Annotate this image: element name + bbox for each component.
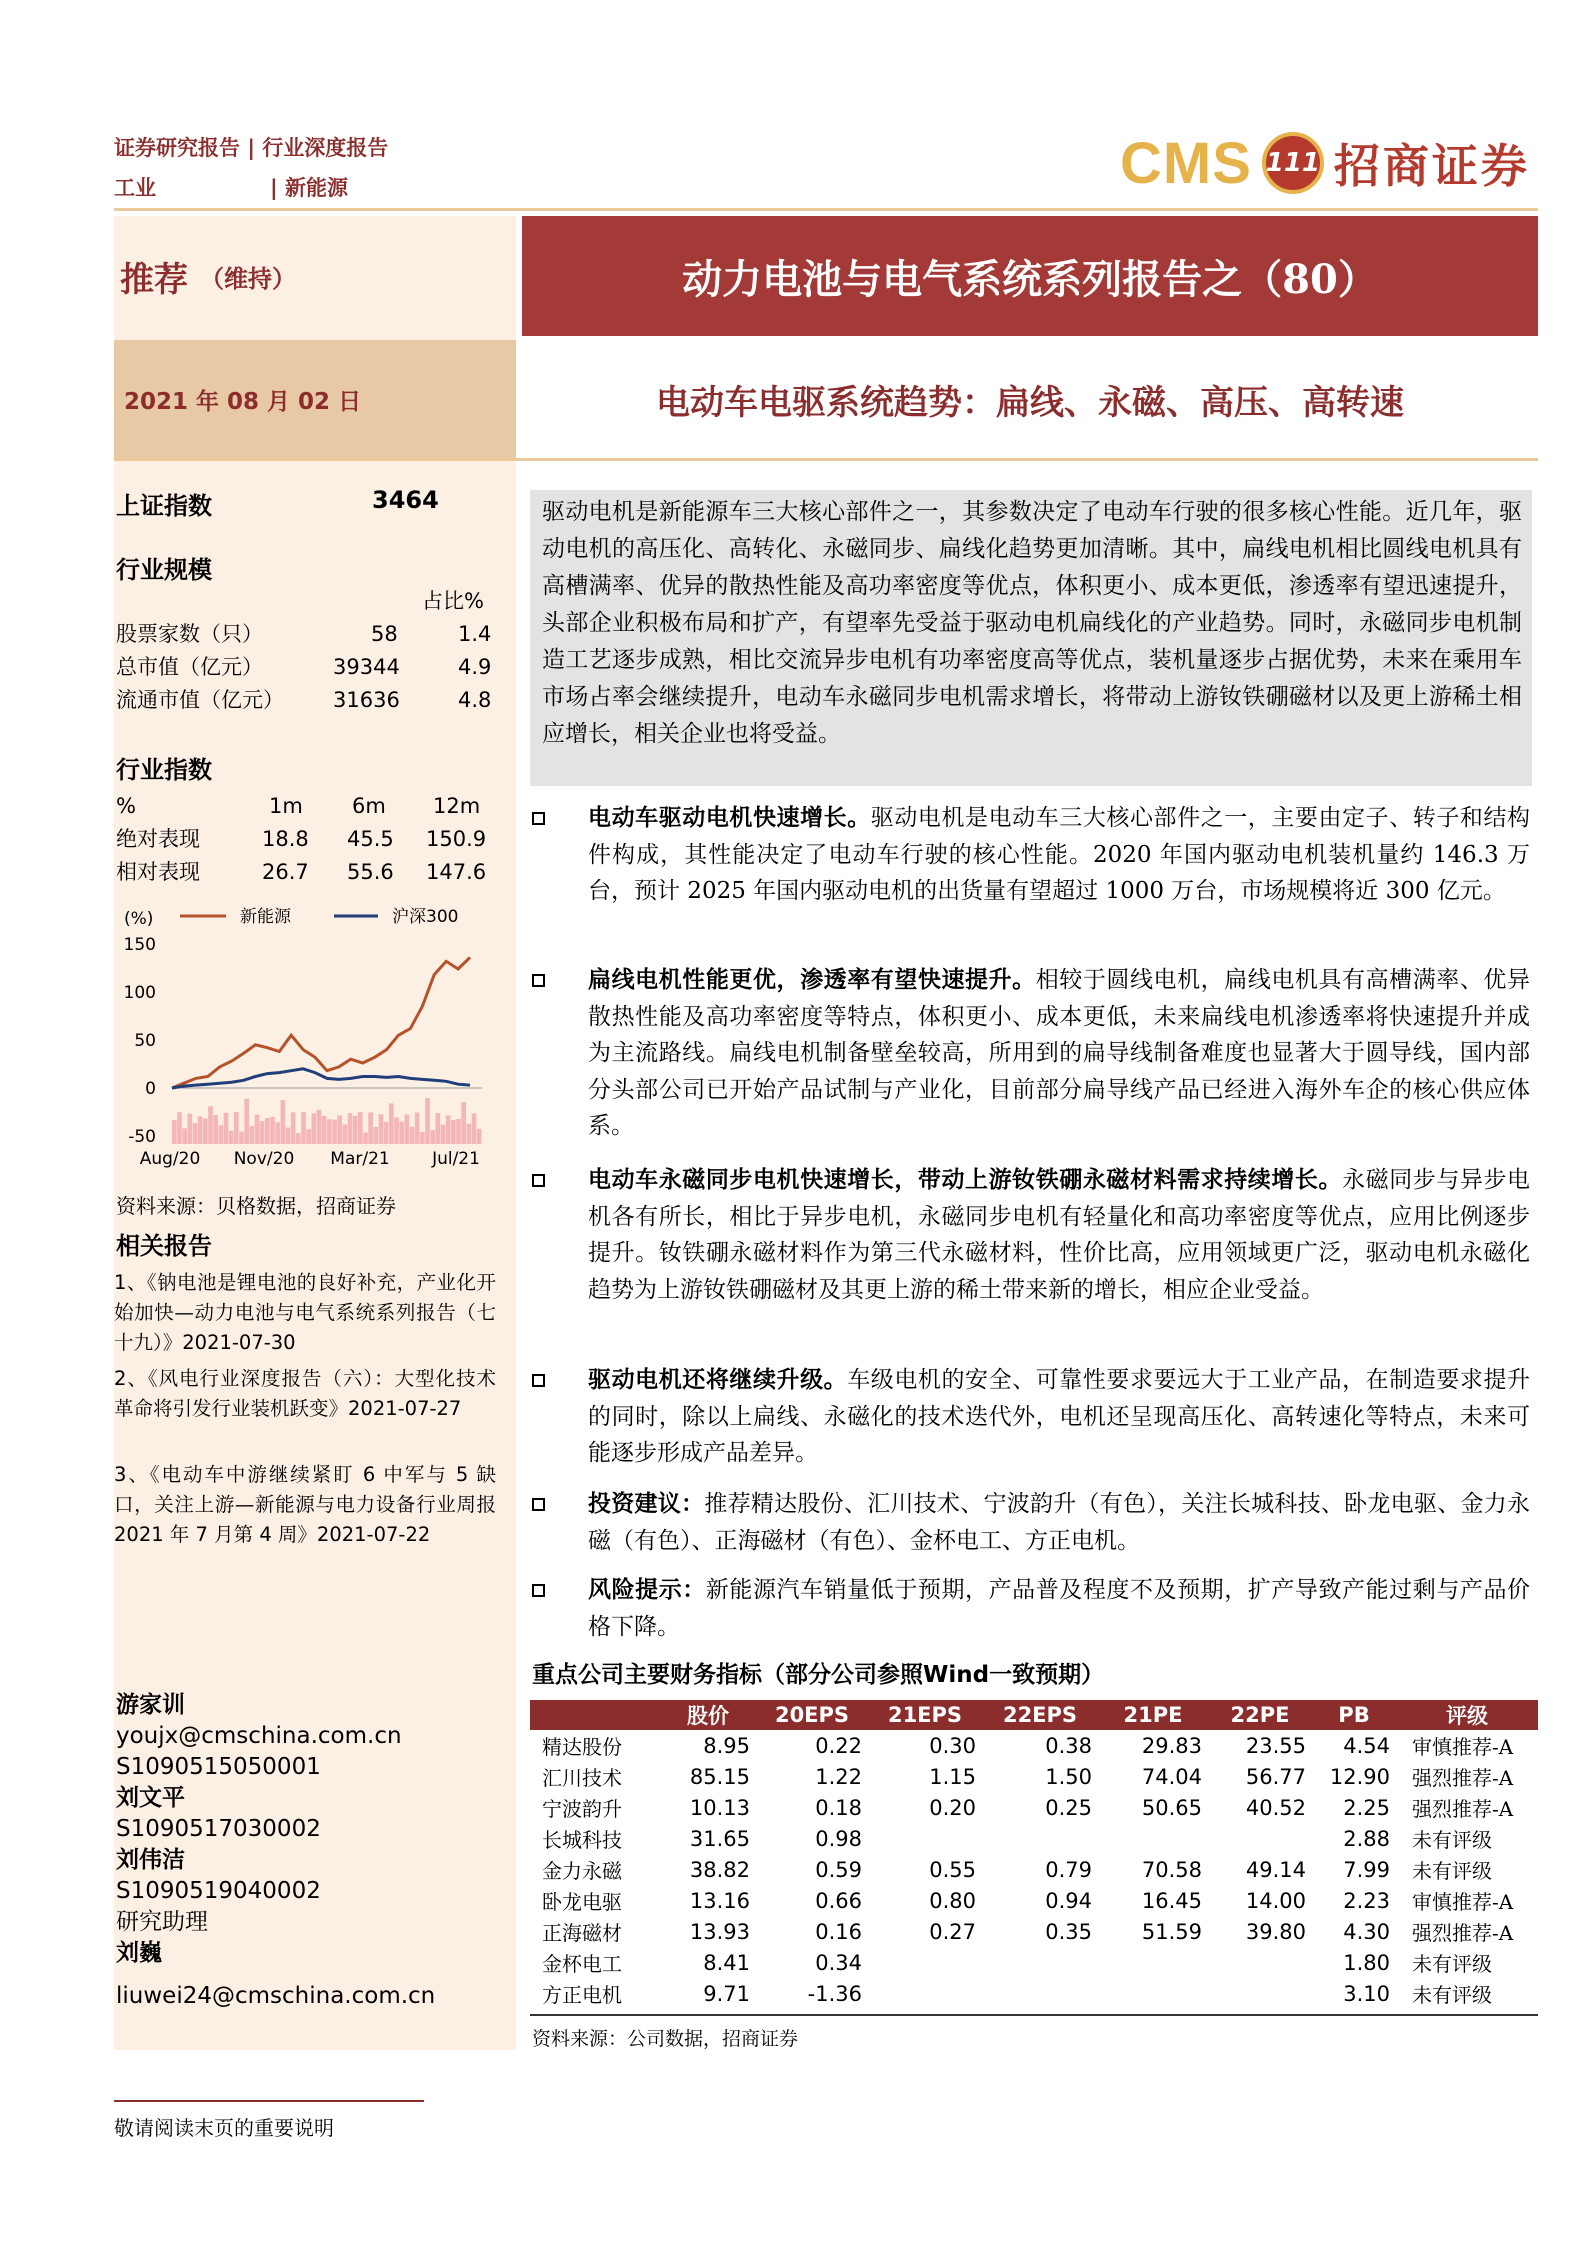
table-cell: 1.80 xyxy=(1343,1950,1390,1975)
volume-bar xyxy=(265,1118,270,1144)
rating-sub: （维持） xyxy=(200,263,296,293)
table-cell: 0.25 xyxy=(1045,1795,1092,1820)
volume-bar xyxy=(177,1112,182,1144)
company-name-cell: 宁波韵升 xyxy=(542,1797,622,1821)
volume-bar xyxy=(193,1123,198,1144)
scale-row: 流通市值（亿元） 31636 4.8 xyxy=(116,688,492,712)
table-row xyxy=(530,1885,1538,1916)
scale-row: 总市值（亿元） 39344 4.9 xyxy=(116,655,492,679)
table-cell: 10.13 xyxy=(689,1795,750,1820)
table-cell: 13.16 xyxy=(689,1888,750,1913)
table-title: 重点公司主要财务指标（部分公司参照Wind一致预期） xyxy=(532,1662,1105,1688)
bullet-point: 电动车驱动电机快速增长。驱动电机是电动车三大核心部件之一，主要由定子、转子和结构件构成，其性能决定了电动车行驶的核心性能。2020 年国内驱动电机装机量约 146.3 万台，预计 2025 年国内驱动电机的出货量有望超过 1000 万台，市场规模将近 300 亿元。 xyxy=(532,800,1530,910)
square-bullet-icon xyxy=(532,1498,545,1511)
bullet-point: 扁线电机性能更优，渗透率有望快速提升。相较于圆线电机，扁线电机具有高槽满率、优异散热性能及高功率密度等特点，体积更小、成本更低，未来扁线电机渗透率将快速提升并成为主流路线。扁线电机制备壁垒较高，所用到的扁导线制备难度也显著大于圆导线，国内部分头部公司已开始产品试制与产业化，目前部分扁导线产品已经进入海外车企的核心供应体系。 xyxy=(532,962,1530,1145)
volume-bar xyxy=(343,1124,348,1144)
table-cell xyxy=(1098,1978,1208,2009)
analyst-name: 游家训 xyxy=(116,1692,185,1718)
table-cell: 50.65 xyxy=(1141,1795,1202,1820)
volume-bar xyxy=(451,1120,456,1144)
company-name-cell: 金杯电工 xyxy=(542,1952,622,1976)
volume-bar xyxy=(301,1112,306,1144)
volume-bar xyxy=(270,1117,275,1144)
table-cell: 0.79 xyxy=(1045,1857,1092,1882)
volume-bar xyxy=(322,1116,327,1144)
table-cell: 4.54 xyxy=(1343,1733,1390,1758)
table-cell: 未有评级 xyxy=(1412,1859,1492,1883)
volume-bar xyxy=(425,1098,430,1144)
table-cell xyxy=(982,1823,1098,1854)
volume-bar xyxy=(286,1128,291,1144)
volume-bar xyxy=(332,1120,337,1144)
volume-bar xyxy=(394,1118,399,1144)
table-cell: 0.30 xyxy=(929,1733,976,1758)
y-tick-label: 50 xyxy=(134,1031,156,1051)
table-cell: 审慎推荐-A xyxy=(1412,1890,1514,1914)
x-tick-label: Jul/21 xyxy=(432,1149,480,1169)
volume-bar xyxy=(296,1133,301,1144)
scale-row: 股票家数（只） 58 1.4 xyxy=(116,622,492,646)
index-label: 上证指数 xyxy=(116,492,212,520)
company-name-cell: 卧龙电驱 xyxy=(542,1890,622,1914)
company-name-cell: 方正电机 xyxy=(542,1983,622,2007)
volume-bar xyxy=(203,1119,208,1144)
tag-sector: 工业 xyxy=(114,176,156,200)
table-cell: 未有评级 xyxy=(1412,1952,1492,1976)
table-cell xyxy=(1098,1823,1208,1854)
volume-bar xyxy=(327,1119,332,1144)
volume-bar xyxy=(229,1131,234,1144)
table-cell xyxy=(868,1978,982,2009)
footer-disclaimer: 敬请阅读末页的重要说明 xyxy=(114,2116,334,2140)
volume-bar xyxy=(363,1133,368,1144)
logo-cms-text: CMS xyxy=(1120,130,1252,196)
index-chart xyxy=(116,902,496,1198)
volume-bar xyxy=(281,1100,286,1144)
volume-bar xyxy=(472,1113,477,1144)
x-tick-label: Nov/20 xyxy=(233,1149,295,1169)
cms-logo xyxy=(1120,128,1530,198)
volume-bar xyxy=(172,1120,177,1144)
perf-heading: 行业指数 xyxy=(116,756,212,784)
volume-bar xyxy=(415,1112,420,1144)
table-cell: 0.16 xyxy=(815,1919,862,1944)
scale-table xyxy=(116,585,496,717)
table-cell xyxy=(1208,1978,1312,2009)
logo-badge-icon: 111 xyxy=(1262,132,1324,194)
perf-table xyxy=(116,790,496,889)
volume-bar xyxy=(379,1114,384,1144)
volume-bar xyxy=(348,1113,353,1144)
table-cell: 0.20 xyxy=(929,1795,976,1820)
volume-bar xyxy=(410,1127,415,1144)
bullet-point: 投资建议：推荐精达股份、汇川技术、宁波韵升（有色），关注长城科技、卧龙电驱、金力永磁（有色）、正海磁材（有色）、金杯电工、方正电机。 xyxy=(532,1486,1530,1559)
related-report-3: 3、《电动车中游继续紧盯 6 中军与 5 缺口，关注上游—新能源与电力设备行业周报 2021 年 7 月第 4 周》2021-07-22 xyxy=(114,1463,496,1546)
legend-new-energy: 新能源 xyxy=(240,907,291,927)
scale-heading: 行业规模 xyxy=(116,556,212,584)
x-tick-label: Aug/20 xyxy=(139,1149,201,1169)
table-cell: 13.93 xyxy=(689,1919,750,1944)
volume-bar xyxy=(399,1122,404,1144)
tag-report-type: 证券研究报告 xyxy=(114,136,240,160)
volume-bar xyxy=(188,1114,193,1144)
rating-box xyxy=(114,216,516,336)
table-cell: 2.25 xyxy=(1343,1795,1390,1820)
y-tick-label: 150 xyxy=(123,935,156,955)
table-cell: 0.94 xyxy=(1045,1888,1092,1913)
table-cell: 14.00 xyxy=(1245,1888,1306,1913)
volume-bar xyxy=(255,1115,260,1144)
table-cell: 强烈推荐-A xyxy=(1412,1921,1514,1945)
table-cell xyxy=(982,1978,1098,2009)
table-cell: 0.66 xyxy=(815,1888,862,1913)
volume-bar xyxy=(224,1113,229,1144)
chart-ylabel: (%) xyxy=(124,909,154,929)
y-tick-label: 0 xyxy=(145,1079,156,1099)
volume-bar xyxy=(337,1116,342,1144)
table-cell: 强烈推荐-A xyxy=(1412,1797,1514,1821)
volume-bar xyxy=(182,1128,187,1144)
square-bullet-icon xyxy=(532,1174,545,1187)
volume-bar xyxy=(250,1126,255,1144)
volume-bar xyxy=(384,1122,389,1144)
logo-company-name: 招商证券 xyxy=(1333,139,1530,193)
legend-hs300: 沪深300 xyxy=(392,907,459,927)
table-row xyxy=(530,1761,1538,1792)
table-cell: 2.88 xyxy=(1343,1826,1390,1851)
company-name-cell: 汇川技术 xyxy=(542,1766,622,1790)
table-cell xyxy=(868,1947,982,1978)
report-title: 动力电池与电气系统系列报告之（80） xyxy=(522,216,1538,336)
table-row xyxy=(530,1916,1538,1947)
volume-bar xyxy=(374,1127,379,1144)
volume-bar xyxy=(420,1132,425,1144)
financial-table xyxy=(530,1700,1538,2009)
table-source: 资料来源：公司数据，招商证券 xyxy=(532,2028,799,2050)
table-cell: 40.52 xyxy=(1245,1795,1306,1820)
bullet-point: 电动车永磁同步电机快速增长，带动上游钕铁硼永磁材料需求持续增长。永磁同步与异步电机各有所长，相比于异步电机，永磁同步电机有轻量化和高功率密度等优点，应用比例逐步提升。钕铁硼永磁材料作为第三代永磁材料，性价比高，应用领域更广泛，驱动电机永磁化趋势为上游钕铁硼磁材及其更上游的稀土带来新的增长，相应企业受益。 xyxy=(532,1162,1530,1308)
volume-bar xyxy=(441,1125,446,1144)
square-bullet-icon xyxy=(532,1584,545,1597)
series-line-new-energy xyxy=(172,957,470,1088)
table-cell: 0.34 xyxy=(815,1950,862,1975)
table-row xyxy=(530,1854,1538,1885)
volume-bar xyxy=(467,1124,472,1144)
table-cell: 未有评级 xyxy=(1412,1983,1492,2007)
volume-bar xyxy=(234,1112,239,1144)
assistant-email: liuwei24@cmschina.com.cn xyxy=(116,1983,436,2009)
x-tick-label: Mar/21 xyxy=(330,1149,390,1169)
index-value: 3464 xyxy=(372,486,439,514)
volume-bar xyxy=(477,1129,482,1144)
table-cell: 74.04 xyxy=(1141,1764,1202,1789)
volume-bar xyxy=(446,1115,451,1144)
bullet-point: 风险提示：新能源汽车销量低于预期，产品普及程度不及预期，扩产导致产能过剩与产品价格下降。 xyxy=(532,1572,1530,1645)
table-header-row: 股价 20EPS 21EPS 22EPS 21PE 22PE PB 评级 xyxy=(530,1700,1538,1730)
table-cell: 12.90 xyxy=(1329,1764,1390,1789)
y-tick-label: 100 xyxy=(123,983,156,1003)
volume-bar xyxy=(275,1122,280,1144)
volume-bar xyxy=(405,1114,410,1144)
table-cell: 29.83 xyxy=(1141,1733,1202,1758)
volume-bar xyxy=(430,1130,435,1144)
table-row xyxy=(530,1792,1538,1823)
volume-bar xyxy=(436,1113,441,1144)
table-row xyxy=(530,1823,1538,1854)
table-cell: 1.22 xyxy=(815,1764,862,1789)
table-cell: 1.50 xyxy=(1045,1764,1092,1789)
report-tags: 证券研究报告 | 行业深度报告 工业 | 新能源 xyxy=(114,128,388,208)
volume-bar xyxy=(208,1106,213,1144)
volume-bar xyxy=(389,1103,394,1144)
analyst-email: youjx@cmschina.com.cn xyxy=(116,1723,402,1749)
table-cell: 强烈推荐-A xyxy=(1412,1766,1514,1790)
related-report-2: 2、《风电行业深度报告（六）：大型化技术革命将引发行业装机跃变》2021-07-27 xyxy=(114,1367,496,1420)
company-name-cell: 金力永磁 xyxy=(542,1859,622,1883)
subtitle-divider xyxy=(114,458,1538,461)
volume-bar xyxy=(260,1121,265,1144)
table-cell: 85.15 xyxy=(689,1764,750,1789)
table-cell: 7.99 xyxy=(1343,1857,1390,1882)
table-cell: 9.71 xyxy=(703,1981,750,2006)
volume-bar xyxy=(239,1132,244,1144)
index-row xyxy=(116,486,516,521)
volume-bar xyxy=(291,1112,296,1144)
square-bullet-icon xyxy=(532,812,545,825)
tag-report-kind: 行业深度报告 xyxy=(262,136,389,160)
company-name-cell: 长城科技 xyxy=(542,1828,622,1852)
header-divider xyxy=(114,208,1538,211)
table-cell: -1.36 xyxy=(807,1981,862,2006)
table-cell: 23.55 xyxy=(1245,1733,1306,1758)
report-subtitle: 电动车电驱系统趋势：扁线、永磁、高压、高转速 xyxy=(656,382,1404,423)
analyst-name: 刘伟洁 xyxy=(116,1847,185,1873)
table-cell: 0.55 xyxy=(929,1857,976,1882)
share-heading: 占比% xyxy=(422,589,484,613)
analyst-id: S1090515050001 xyxy=(116,1754,321,1780)
table-cell: 31.65 xyxy=(689,1826,750,1851)
table-cell: 3.10 xyxy=(1343,1981,1390,2006)
table-cell: 1.15 xyxy=(929,1764,976,1789)
footer-divider xyxy=(114,2100,424,2102)
volume-bar xyxy=(368,1112,373,1144)
table-cell: 0.98 xyxy=(815,1826,862,1851)
table-row xyxy=(530,1978,1538,2009)
table-cell: 审慎推荐-A xyxy=(1412,1735,1514,1759)
volume-bar xyxy=(198,1116,203,1144)
analyst-block xyxy=(116,1690,435,2012)
volume-bar xyxy=(213,1115,218,1144)
perf-row: 绝对表现 18.8 45.5 150.9 xyxy=(116,827,487,851)
table-cell: 4.30 xyxy=(1343,1919,1390,1944)
y-tick-label: -50 xyxy=(128,1127,156,1147)
table-cell xyxy=(982,1947,1098,1978)
table-row xyxy=(530,1730,1538,1761)
table-cell xyxy=(1208,1823,1312,1854)
table-cell: 38.82 xyxy=(689,1857,750,1882)
square-bullet-icon xyxy=(532,1374,545,1387)
volume-bar xyxy=(244,1099,249,1144)
table-cell: 8.95 xyxy=(703,1733,750,1758)
analyst-name: 刘文平 xyxy=(116,1785,185,1811)
assistant-label: 研究助理 xyxy=(116,1909,208,1935)
volume-bar xyxy=(461,1102,466,1144)
company-name-cell: 正海磁材 xyxy=(542,1921,622,1945)
table-cell: 16.45 xyxy=(1141,1888,1202,1913)
rating-main: 推荐 xyxy=(120,259,188,300)
volume-bar xyxy=(353,1116,358,1144)
volume-bar xyxy=(306,1129,311,1144)
table-cell: 0.27 xyxy=(929,1919,976,1944)
square-bullet-icon xyxy=(532,974,545,987)
table-cell: 8.41 xyxy=(703,1950,750,1975)
table-cell xyxy=(1098,1947,1208,1978)
table-cell: 未有评级 xyxy=(1412,1828,1492,1852)
related-report-1: 1、《钠电池是锂电池的良好补充，产业化开始加快—动力电池与电气系统系列报告（七十九）》2021-07-30 xyxy=(114,1271,496,1354)
table-cell: 0.18 xyxy=(815,1795,862,1820)
table-cell: 0.22 xyxy=(815,1733,862,1758)
tag-subsector: 新能源 xyxy=(284,176,348,200)
company-name-cell: 精达股份 xyxy=(542,1735,622,1759)
perf-header-row: % 1m 6m 12m xyxy=(116,794,481,818)
table-row xyxy=(530,1947,1538,1978)
table-bottom-rule xyxy=(530,2014,1538,2016)
table-cell: 0.38 xyxy=(1045,1733,1092,1758)
table-cell: 56.77 xyxy=(1245,1764,1306,1789)
table-cell xyxy=(1208,1947,1312,1978)
table-cell: 0.59 xyxy=(815,1857,862,1882)
assistant-name: 刘巍 xyxy=(116,1940,162,1966)
table-cell: 51.59 xyxy=(1141,1919,1202,1944)
table-cell: 2.23 xyxy=(1343,1888,1390,1913)
related-reports-heading: 相关报告 xyxy=(116,1232,212,1260)
volume-bar xyxy=(312,1113,317,1144)
volume-bar xyxy=(219,1125,224,1144)
volume-bar xyxy=(456,1119,461,1144)
analyst-id: S1090517030002 xyxy=(116,1816,321,1842)
summary-box: 驱动电机是新能源车三大核心部件之一，其参数决定了电动车行驶的很多核心性能。近几年，驱动电机的高压化、高转化、永磁同步、扁线化趋势更加清晰。其中，扁线电机相比圆线电机具有高槽满率、优异的散热性能及高功率密度等优点，体积更小、成本更低，渗透率有望迅速提升，头部企业积极布局和扩产，有望率先受益于驱动电机扁线化的产业趋势。同时，永磁同步电机制造工艺逐步成熟，相比交流异步电机有功率密度高等优点，装机量逐步占据优势，未来在乘用车市场占率会继续提升，电动车永磁同步电机需求增长，将带动上游钕铁硼磁材以及更上游稀土相应增长，相关企业也将受益。 xyxy=(530,490,1532,786)
table-cell: 0.35 xyxy=(1045,1919,1092,1944)
report-date: 2021 年 08 月 02 日 xyxy=(114,340,516,458)
perf-row: 相对表现 26.7 55.6 147.6 xyxy=(116,860,487,884)
volume-bar xyxy=(317,1110,322,1144)
table-cell: 39.80 xyxy=(1245,1919,1306,1944)
table-cell: 0.80 xyxy=(929,1888,976,1913)
series-line-hs300 xyxy=(172,1069,470,1088)
table-cell: 49.14 xyxy=(1245,1857,1306,1882)
table-cell: 70.58 xyxy=(1141,1857,1202,1882)
bullet-point: 驱动电机还将继续升级。车级电机的安全、可靠性要求要远大于工业产品，在制造要求提升的同时，除以上扁线、永磁化的技术迭代外，电机还呈现高压化、高转速化等特点，未来可能逐步形成产品差异。 xyxy=(532,1362,1530,1472)
volume-bar xyxy=(358,1112,363,1144)
table-cell xyxy=(868,1823,982,1854)
chart-source: 资料来源：贝格数据，招商证券 xyxy=(116,1194,396,1218)
analyst-id: S1090519040002 xyxy=(116,1878,321,1904)
